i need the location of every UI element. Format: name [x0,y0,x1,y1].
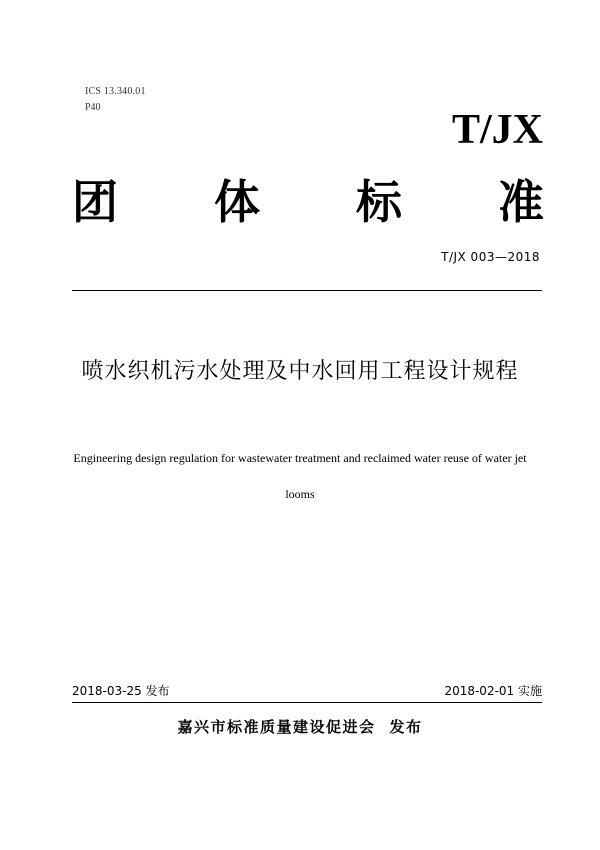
publish-action: 发布 [389,718,423,736]
ics-code: ICS 13.340.01 [85,86,146,97]
issue-date: 2018-03-25 发布 [72,684,170,698]
standard-type-char: 体 [214,175,260,229]
standard-type-char: 团 [72,175,118,229]
ccs-code: P40 [85,102,101,113]
implementation-date: 2018-02-01 实施 [444,684,542,698]
standard-type-char: 标 [356,175,402,229]
standard-type-heading [72,176,544,228]
chinese-title: 喷水织机污水处理及中水回用工程设计规程 [81,359,519,384]
publisher-line [0,716,600,737]
standard-code-mark: T/JX [451,107,543,153]
standard-number: T/JX 003—2018 [441,250,540,264]
publisher-name: 嘉兴市标准质量建设促进会 [177,718,376,736]
standard-type-char: 准 [498,175,544,229]
bottom-divider [72,702,542,703]
english-title: Engineering design regulation for wastewater treatment and reclaimed water reuse of water jet looms [73,451,527,501]
top-divider [72,290,542,291]
